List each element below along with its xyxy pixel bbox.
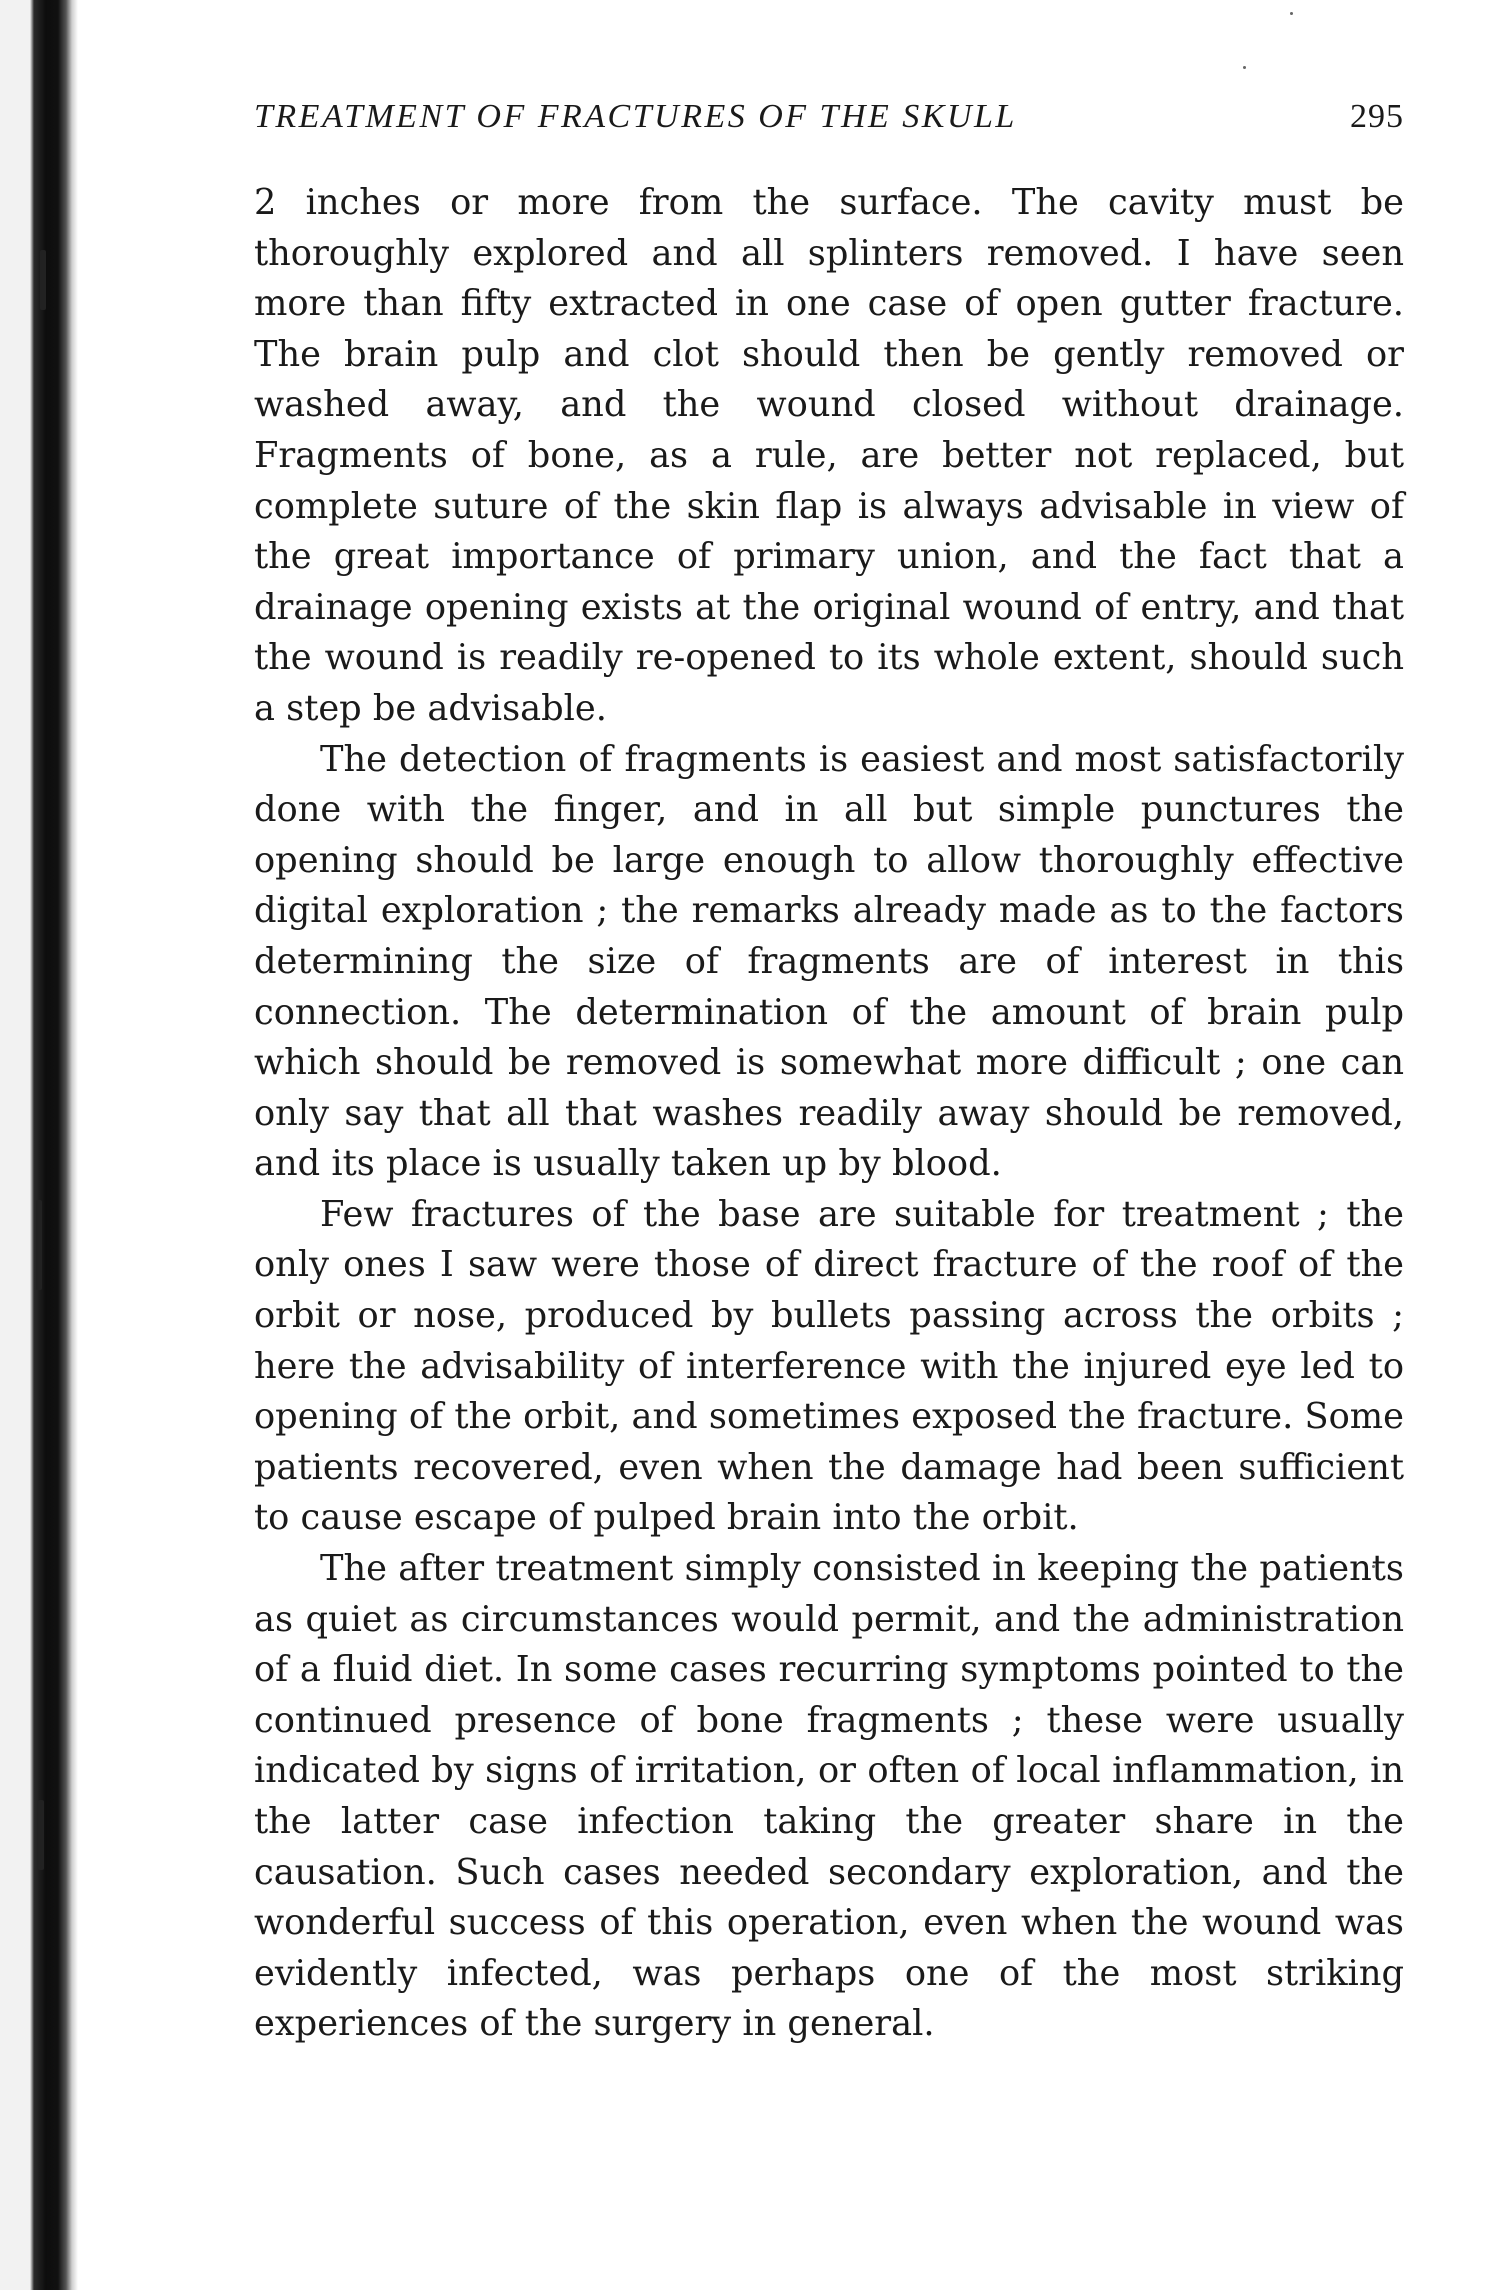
binding-speck [40, 250, 46, 310]
paragraph-3: Few fractures of the base are suitable for treatment ; the only ones I saw were those of direct fracture of the roof of the orbit or nose, produced by bullets passing across the orbits ; here the advisability of interference with the injured eye led to opening of the orbit, and sometimes exposed the fracture. Some patients recovered, even when the damage had been sufficient to cause escape of pulped brain into the orbit. [254, 1193, 1404, 1539]
page-binding-shadow [0, 0, 78, 2290]
stray-mark [1290, 12, 1293, 15]
paragraph-1: 2 inches or more from the surface. The cavity must be thoroughly explored and all splinters removed. I have seen more than fifty extracted in one case of open gutter fracture. The brain pulp and clot should then be gently removed or washed away, and the wound closed without drainage. Fragments of bone, as a rule, are better not replaced, but complete suture of the skin flap is always advisable in view of the great importance of primary union, and the fact that a drainage opening exists at the original wound of entry, and that the wound is readily re-opened to its whole extent, should such a step be advisable. [254, 182, 1404, 729]
paragraph-4: The after treatment simply consisted in keeping the patients as quiet as circumstances would permit, and the administration of a fluid diet. In some cases recurring symptoms pointed to the continued presence of bone fragments ; these were usually indicated by signs of irritation, or often of local inflammation, in the latter case infection taking the greater share in the causation. Such cases needed secondary exploration, and the wonderful success of this operation, even when the wound was evidently infected, was perhaps one of the most striking experiences of the surgery in general. [254, 1548, 1404, 2045]
body-text [254, 178, 1404, 2050]
paragraph-2: The detection of fragments is easiest and most satisfactorily done with the finger, and in all but simple punctures the opening should be large enough to allow thoroughly effective digital exploration ; the remarks already made as to the factors determining the size of fragments are of interest in this connection. The determination of the amount of brain pulp which should be removed is somewhat more difficult ; one can only say that all that washes readily away should be removed, and its place is usually taken up by blood. [254, 738, 1404, 1185]
page-number: 295 [1350, 98, 1404, 135]
stray-mark [1243, 66, 1246, 69]
binding-speck [38, 1800, 44, 1870]
running-head [254, 98, 1404, 138]
running-head-title: TREATMENT OF FRACTURES OF THE SKULL [254, 98, 1017, 135]
binding-speck [36, 1200, 42, 1290]
